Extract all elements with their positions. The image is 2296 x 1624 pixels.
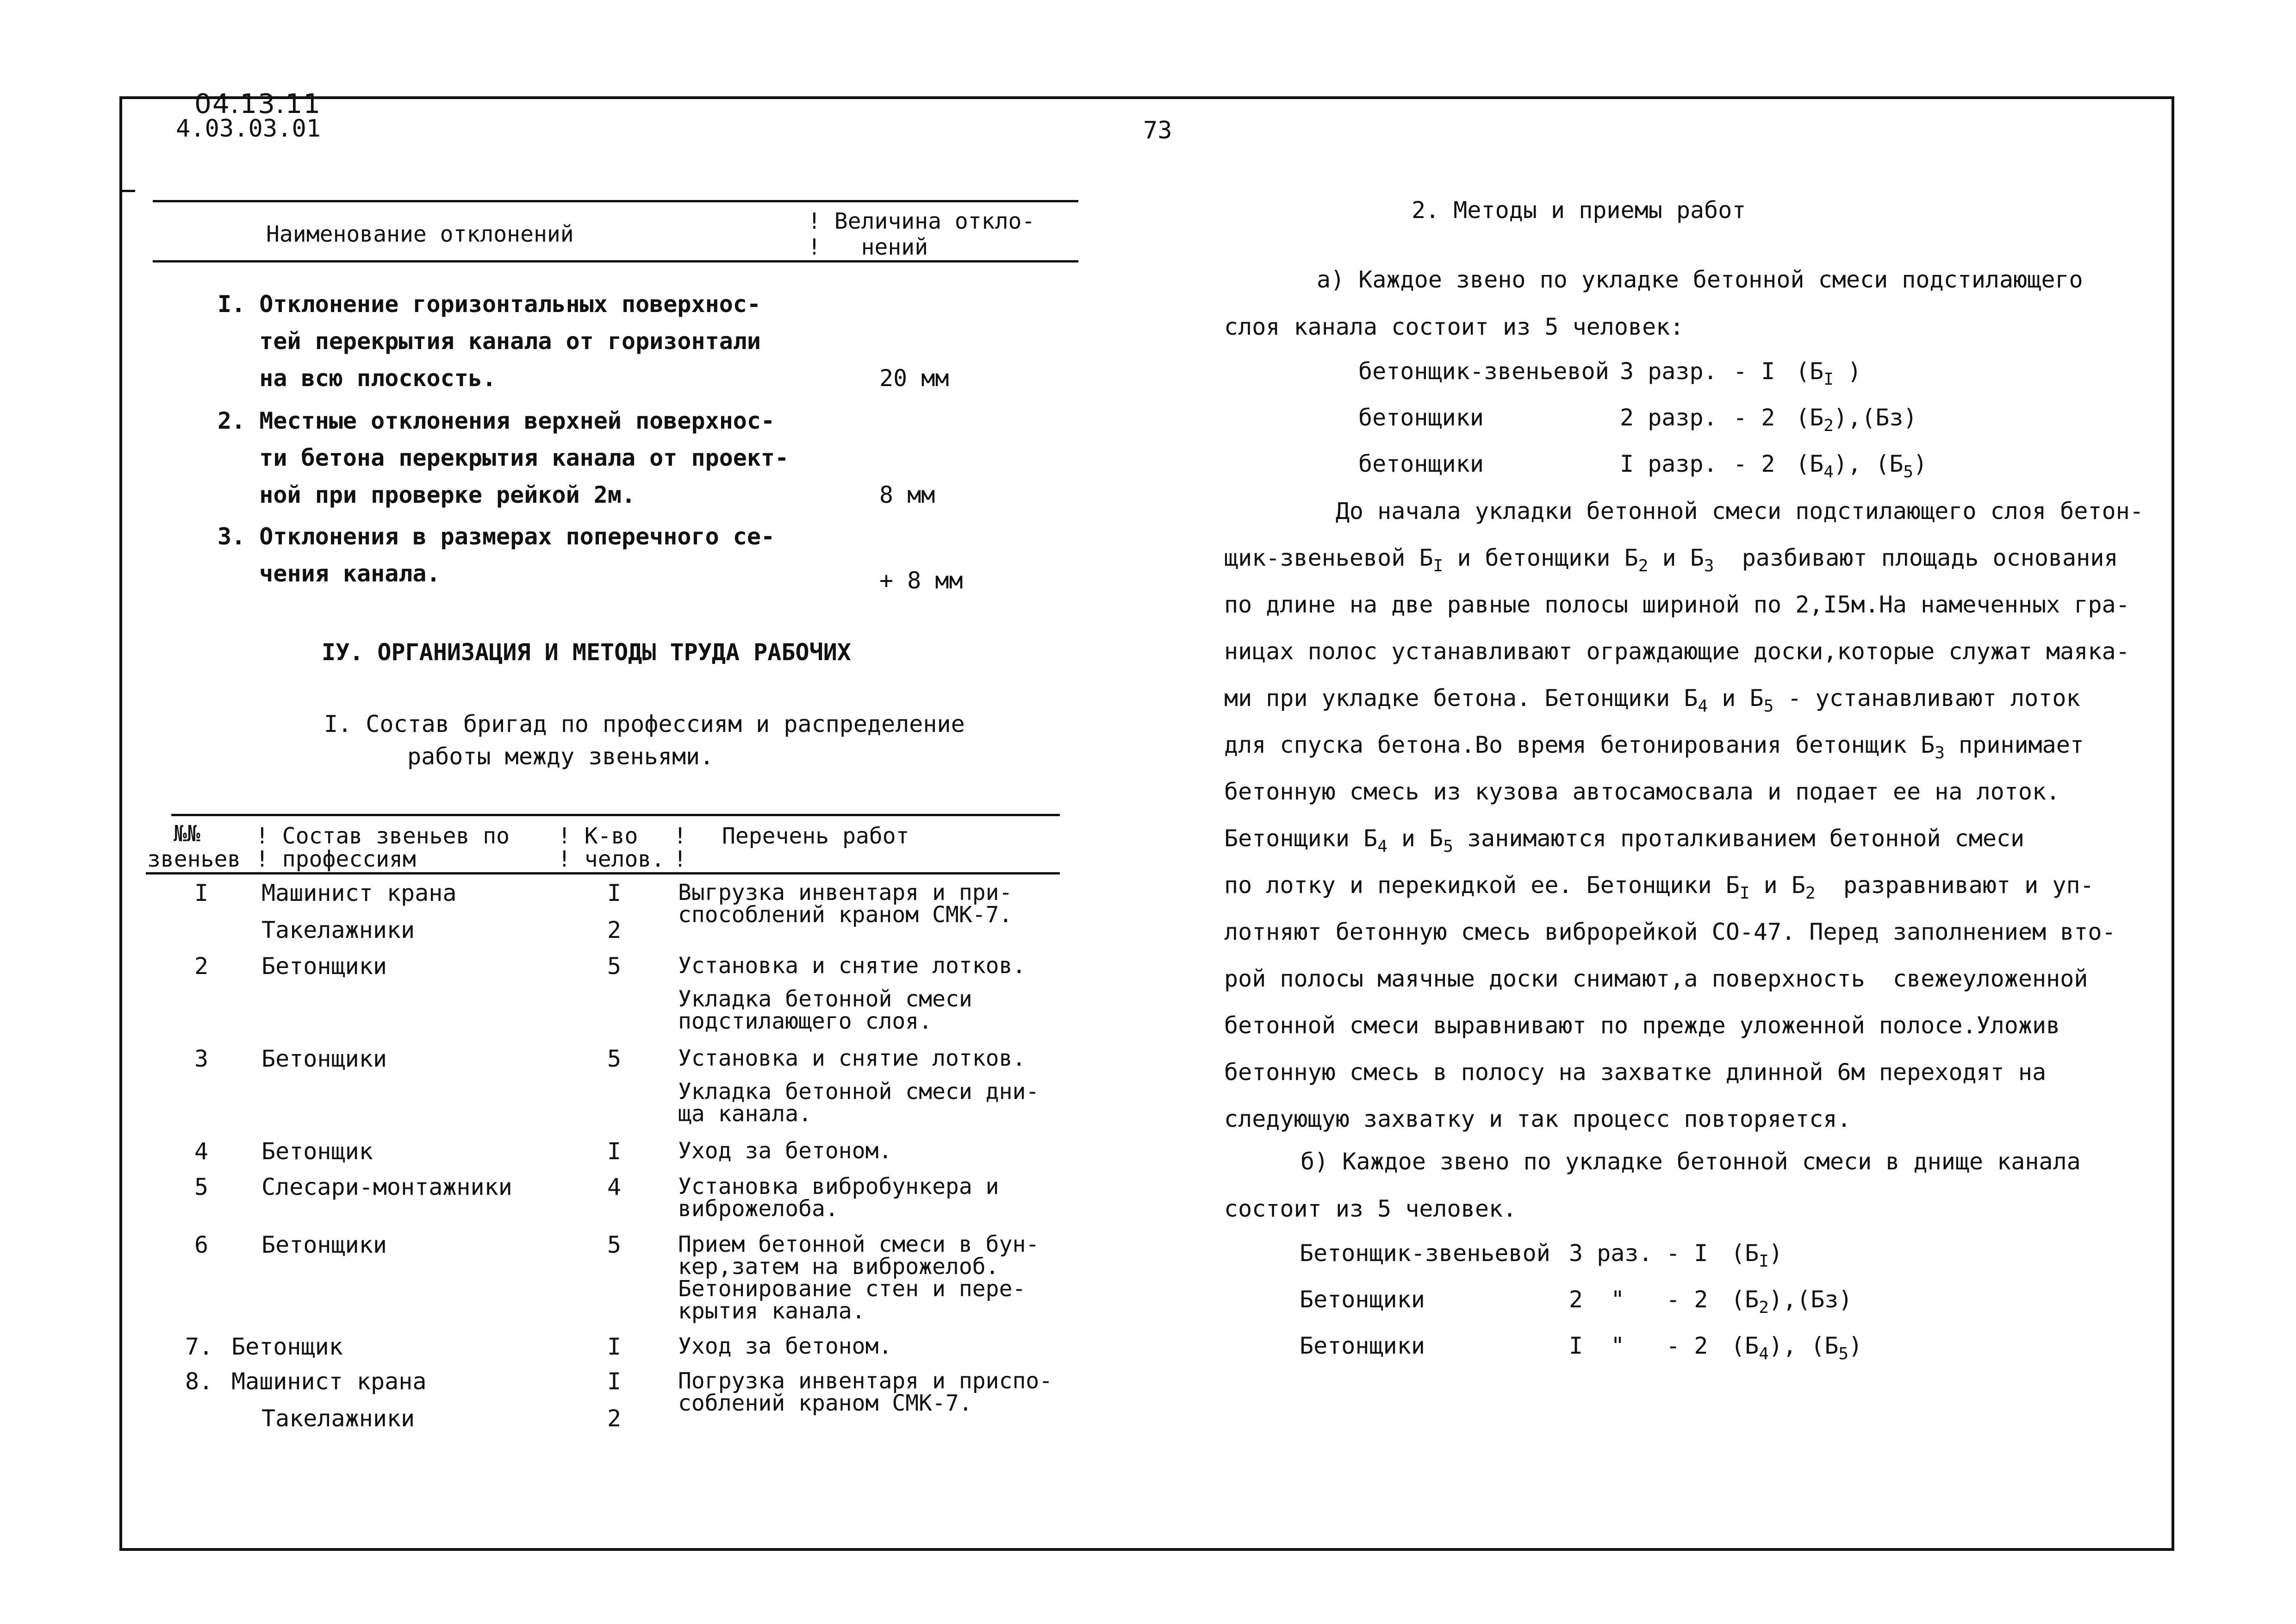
crew-code-prefix: (Б <box>1796 358 1824 385</box>
deviation-row-text: чения канала. <box>218 560 441 587</box>
brigade-row-profession: Бетонщик <box>261 1138 373 1165</box>
method-body-line: До начала укладки бетонной смеси подстилающего слоя бетон- <box>1224 498 2144 525</box>
brigade-row-work: Погрузка инвентаря и приспо- <box>678 1368 1053 1394</box>
crew-code-tail: ),(Бз) <box>1833 404 1917 431</box>
crew-rank: 2 " <box>1569 1286 1625 1313</box>
crew-role: Бетонщик-звеньевой <box>1300 1240 1550 1267</box>
brigade-col-qty-header-1: ! К-во <box>558 823 638 849</box>
crew-code-prefix: (Б <box>1796 404 1824 431</box>
brigade-col-sep-1: ! <box>673 823 687 849</box>
method-body-line: бетонную смесь в полосу на захватке длинной 6м переходят на <box>1224 1059 2047 1086</box>
deviation-col-value-header-2: ! нений <box>808 234 928 260</box>
deviation-row-text: тей перекрытия канала от горизонтали <box>218 328 761 355</box>
brigade-row-work: Уход за бетоном. <box>678 1333 892 1359</box>
brigade-row-work: ща канала. <box>678 1101 812 1127</box>
brigade-table-top-rule <box>171 814 1060 816</box>
brigade-row-num: 2 <box>194 953 209 980</box>
brigade-col-num-header-2: звеньев <box>147 846 241 872</box>
deviation-row-text: 2. Местные отклонения верхней поверхнос- <box>218 407 775 434</box>
method-body-line: бетонной смеси выравнивают по прежде уложенной полосе.Уложив <box>1224 1012 2060 1039</box>
brigade-row-qty: I <box>607 1138 622 1165</box>
brigade-col-qty-header-2: ! челов. <box>558 846 665 872</box>
para-a-line-1: а) Каждое звено по укладке бетонной смеси подстилающего <box>1317 266 2083 293</box>
brigade-col-sep-2: ! <box>673 846 687 872</box>
deviation-row-text: на всю плоскость. <box>218 365 497 392</box>
brigade-row-work: подстилающего слоя. <box>678 1008 933 1034</box>
crew-role: Бетонщики <box>1300 1332 1425 1359</box>
table-top-rule <box>153 200 1078 202</box>
brigade-row-work: Установка и снятие лотков. <box>678 1045 1026 1071</box>
brigade-row-work: Прием бетонной смеси в бун- <box>678 1231 1039 1257</box>
crew-code-subscript: 5 <box>1838 1344 1849 1363</box>
deviation-row-value: 20 мм <box>879 365 949 392</box>
crew-code-prefix: (Б <box>1731 1286 1759 1313</box>
crew-rank: I разр. <box>1620 450 1717 477</box>
brigade-row-qty: I <box>607 1333 622 1360</box>
subsection-title-1: I. Состав бригад по профессиям и распределение <box>324 711 965 737</box>
crew-count: - 2 <box>1666 1286 1708 1313</box>
method-body-line: по длине на две равные полосы шириной по 2,I5м.На намеченных гра- <box>1224 591 2130 618</box>
brigade-row-qty: 2 <box>607 1405 622 1432</box>
brigade-row-work: способлений краном СМК-7. <box>678 902 1013 928</box>
right-title: 2. Методы и приемы работ <box>1412 197 1746 224</box>
deviation-row-value: + 8 мм <box>879 567 963 594</box>
brigade-row-num: 4 <box>194 1138 209 1165</box>
crew-role: бетонщики <box>1358 450 1484 477</box>
brigade-row-work: Укладка бетонной смеси <box>678 986 972 1012</box>
subsection-title-2: работы между звеньями. <box>407 743 714 770</box>
crew-code-subscript: 2 <box>1823 416 1834 435</box>
brigade-row-num: 3 <box>194 1045 209 1072</box>
method-body-line: ми при укладке бетона. Бетонщики $Б_4$ и $Б_5$ - устанавливают лоток <box>1224 685 2080 716</box>
deviation-row-value: 8 мм <box>879 481 935 508</box>
deviation-row-text: ной при проверке рейкой 2м. <box>218 481 636 508</box>
table-header-rule <box>153 260 1078 262</box>
crew-code-prefix: (Б <box>1731 1240 1759 1267</box>
crew-code-prefix: (Б <box>1796 450 1824 477</box>
brigade-row-profession: Машинист крана <box>231 1368 427 1395</box>
crew-code-tail: ),(Бз) <box>1768 1286 1853 1313</box>
brigade-col-num-header-1: №№ <box>174 821 200 847</box>
method-body-line: бетонную смесь из кузова автосамосвала и подает ее на лоток. <box>1224 778 2060 805</box>
deviation-col-value-header-1: ! Величина откло- <box>808 208 1035 234</box>
crew-count: - I <box>1733 358 1775 385</box>
brigade-row-qty: I <box>607 1368 622 1395</box>
brigade-row-qty: 2 <box>607 917 622 943</box>
crew-rank: 3 раз. <box>1569 1240 1653 1267</box>
crew-rank: I " <box>1569 1332 1625 1359</box>
crew-codes <box>1796 450 1927 481</box>
brigade-row-num: 8. <box>185 1368 213 1395</box>
brigade-row-work: виброжелоба. <box>678 1196 839 1222</box>
brigade-row-num: 6 <box>194 1231 209 1258</box>
brigade-row-work: соблений краном СМК-7. <box>678 1390 972 1416</box>
crew-code-tail: ), (Б <box>1833 450 1904 477</box>
crew-rank: 3 разр. <box>1620 358 1717 385</box>
crew-codes <box>1731 1332 1862 1363</box>
crew-code-tail: ) <box>1848 1332 1863 1359</box>
brigade-row-profession: Бетонщики <box>261 953 387 980</box>
method-body-line: ницах полос устанавливают ограждающие доски,которые служат маяка- <box>1224 638 2130 665</box>
method-body-line: лотняют бетонную смесь виброрейкой СО-47. Перед заполнением вто- <box>1224 918 2116 945</box>
brigade-row-work: Укладка бетонной смеси дни- <box>678 1079 1039 1105</box>
brigade-row-work: Выгрузка инвентаря и при- <box>678 880 1013 906</box>
deviation-col-name-header: Наименование отклонений <box>266 221 574 247</box>
brigade-row-work: кер,затем на виброжелоб. <box>678 1254 999 1280</box>
crew-role: Бетонщики <box>1300 1286 1425 1313</box>
brigade-row-work: Установка вибробункера и <box>678 1174 999 1199</box>
method-body-line: следующую захватку и так процесс повторяется. <box>1224 1106 1851 1132</box>
crew-codes <box>1796 358 1861 389</box>
crew-count: - 2 <box>1733 404 1775 431</box>
brigade-col-prof-header-2: ! профессиям <box>255 846 416 872</box>
crew-count: - 2 <box>1666 1332 1708 1359</box>
crew-rank: 2 разр. <box>1620 404 1717 431</box>
brigade-row-work: крытия канала. <box>678 1298 865 1324</box>
method-body-line: щик-звеньевой $Б_I$ и бетонщики $Б_2$ и $Б_3$ разбивают площадь основания <box>1224 544 2118 575</box>
brigade-row-profession: Машинист крана <box>261 880 457 906</box>
brigade-row-work: Бетонирование стен и пере- <box>678 1276 1026 1302</box>
crew-codes <box>1796 404 1917 435</box>
brigade-row-work: Установка и снятие лотков. <box>678 953 1026 979</box>
crew-code-tail: ), (Б <box>1768 1332 1839 1359</box>
page-number: 73 <box>1143 117 1172 144</box>
para-b-line-2: состоит из 5 человек. <box>1224 1195 1517 1222</box>
para-b-line-1: б) Каждое звено по укладке бетонной смеси в днище канала <box>1300 1148 2081 1175</box>
crew-code-prefix: (Б <box>1731 1332 1759 1359</box>
brigade-row-qty: 5 <box>607 1045 622 1072</box>
crew-codes <box>1731 1240 1783 1271</box>
brigade-row-profession: Бетонщики <box>261 1231 387 1258</box>
deviation-row-text: I. Отклонение горизонтальных поверхнос- <box>218 291 761 318</box>
method-body-line: по лотку и перекидкой ее. Бетонщики $Б_I$ и $Б_2$ разравнивают и уп- <box>1224 872 2094 903</box>
brigade-col-prof-header-1: ! Состав звеньев по <box>255 823 510 849</box>
crew-count: - I <box>1666 1240 1708 1267</box>
method-body-line: рой полосы маячные доски снимают,а поверхность свежеуложенной <box>1224 965 2088 992</box>
brigade-table-header-rule <box>146 872 1060 874</box>
crew-code-subscript: I <box>1759 1252 1769 1271</box>
method-body-line: Бетонщики $Б_4$ и $Б_5$ занимаются проталкиванием бетонной смеси <box>1224 825 2025 856</box>
crew-code-subscript: 4 <box>1823 462 1834 481</box>
method-body-line: для спуска бетона.Во время бетонирования бетонщик $Б_3$ принимает <box>1224 731 2084 762</box>
brigade-row-qty: 5 <box>607 1231 622 1258</box>
brigade-row-qty: 4 <box>607 1174 622 1200</box>
para-a-line-2: слоя канала состоит из 5 человек: <box>1224 313 1684 340</box>
crew-code-subscript: 5 <box>1903 462 1914 481</box>
crew-code-tail: ) <box>1768 1240 1783 1267</box>
crew-code-tail: ) <box>1833 358 1862 385</box>
margin-tick <box>121 190 135 192</box>
brigade-row-qty: 5 <box>607 953 622 980</box>
brigade-row-profession: Такелажники <box>261 1405 415 1432</box>
crew-role: бетонщик-звеньевой <box>1358 358 1609 385</box>
brigade-row-qty: I <box>607 880 622 906</box>
crew-code-subscript: 2 <box>1759 1298 1769 1317</box>
brigade-row-profession: Бетонщик <box>231 1333 343 1360</box>
crew-code-tail: ) <box>1913 450 1928 477</box>
crew-count: - 2 <box>1733 450 1775 477</box>
section-title: IУ. ОРГАНИЗАЦИЯ И МЕТОДЫ ТРУДА РАБОЧИХ <box>322 639 851 666</box>
brigade-row-profession: Бетонщики <box>261 1045 387 1072</box>
brigade-row-num: I <box>194 880 209 906</box>
crew-code-subscript: I <box>1823 370 1834 389</box>
brigade-row-profession: Такелажники <box>261 917 415 943</box>
deviation-row-text: ти бетона перекрытия канала от проект- <box>218 444 789 471</box>
deviation-row-text: 3. Отклонения в размерах поперечного се- <box>218 523 775 550</box>
crew-role: бетонщики <box>1358 404 1484 431</box>
brigade-row-num: 7. <box>185 1333 213 1360</box>
crew-codes <box>1731 1286 1853 1317</box>
crew-code-subscript: 4 <box>1759 1344 1769 1363</box>
brigade-row-profession: Слесари-монтажники <box>261 1174 512 1200</box>
brigade-row-num: 5 <box>194 1174 209 1200</box>
document-code: 4.03.03.01 <box>176 115 321 143</box>
brigade-row-work: Уход за бетоном. <box>678 1138 892 1164</box>
brigade-col-work-header: Перечень работ <box>722 823 909 849</box>
handwritten-code: 04.13.11 <box>194 88 322 119</box>
